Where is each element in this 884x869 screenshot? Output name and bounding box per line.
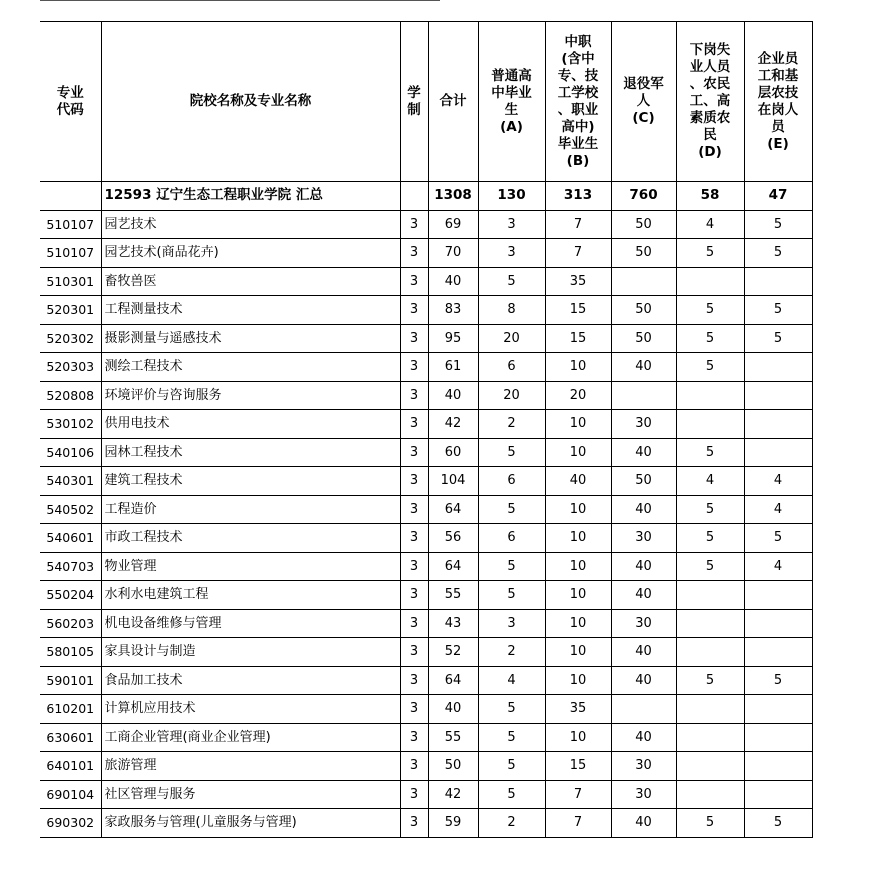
cell-code: 540301 <box>40 467 101 496</box>
cell-total: 59 <box>428 809 478 838</box>
cell-years: 3 <box>400 752 428 781</box>
cell-total: 56 <box>428 524 478 553</box>
cell-d: 5 <box>676 495 744 524</box>
header-name <box>101 22 400 182</box>
cell-c: 40 <box>611 552 676 581</box>
cell-e <box>744 581 812 610</box>
cell-years: 3 <box>400 438 428 467</box>
cell-e <box>744 752 812 781</box>
header-line: 在岗人 <box>757 101 799 118</box>
cell-d: 5 <box>676 296 744 325</box>
cell-e: 5 <box>744 239 812 268</box>
cell-years: 3 <box>400 410 428 439</box>
header-line: 普通高 <box>491 67 532 84</box>
header-line: 学 <box>407 84 421 101</box>
cell-name: 计算机应用技术 <box>101 695 400 724</box>
cell-d: 5 <box>676 666 744 695</box>
table-row <box>40 410 812 439</box>
cell-total: 52 <box>428 638 478 667</box>
cell-code: 520301 <box>40 296 101 325</box>
cell-b: 10 <box>545 552 611 581</box>
cell-total: 55 <box>428 581 478 610</box>
cell-c: 30 <box>611 609 676 638</box>
summary-code <box>40 182 101 211</box>
cell-total: 42 <box>428 410 478 439</box>
cell-total: 61 <box>428 353 478 382</box>
cell-years: 3 <box>400 581 428 610</box>
cell-b: 7 <box>545 780 611 809</box>
cell-years: 3 <box>400 524 428 553</box>
cell-e: 5 <box>744 809 812 838</box>
cell-c: 50 <box>611 210 676 239</box>
cell-a: 20 <box>478 324 545 353</box>
cell-a: 5 <box>478 695 545 724</box>
cell-name: 测绘工程技术 <box>101 353 400 382</box>
cell-a: 3 <box>478 609 545 638</box>
cell-total: 40 <box>428 267 478 296</box>
cell-b: 10 <box>545 410 611 439</box>
cell-e: 5 <box>744 524 812 553</box>
table-row <box>40 695 812 724</box>
cell-e <box>744 695 812 724</box>
cell-name: 社区管理与服务 <box>101 780 400 809</box>
cell-name: 园艺技术 <box>101 210 400 239</box>
cell-b: 20 <box>545 381 611 410</box>
cell-total: 64 <box>428 552 478 581</box>
cell-d <box>676 381 744 410</box>
cell-code: 590101 <box>40 666 101 695</box>
table-row <box>40 666 812 695</box>
cell-code: 540703 <box>40 552 101 581</box>
cell-b: 7 <box>545 809 611 838</box>
cell-code: 520302 <box>40 324 101 353</box>
header-line: (含中 <box>561 50 595 67</box>
cell-code: 560203 <box>40 609 101 638</box>
cell-name: 工程造价 <box>101 495 400 524</box>
cell-d: 5 <box>676 438 744 467</box>
cell-code: 530102 <box>40 410 101 439</box>
enrollment-plan-table <box>40 21 813 838</box>
cell-b: 7 <box>545 239 611 268</box>
header-line: (D) <box>698 144 722 160</box>
cell-a: 5 <box>478 552 545 581</box>
cell-a: 2 <box>478 410 545 439</box>
cell-name: 旅游管理 <box>101 752 400 781</box>
table-row <box>40 353 812 382</box>
cell-c: 40 <box>611 666 676 695</box>
header-line: 高中) <box>561 118 595 135</box>
table-row <box>40 438 812 467</box>
header-line: 业人员 <box>689 59 731 75</box>
header-b <box>545 22 611 182</box>
cell-d <box>676 695 744 724</box>
cell-e <box>744 381 812 410</box>
cell-b: 15 <box>545 324 611 353</box>
cell-name: 环境评价与咨询服务 <box>101 381 400 410</box>
cell-d <box>676 581 744 610</box>
cell-name: 工程测量技术 <box>101 296 400 325</box>
cell-c: 40 <box>611 638 676 667</box>
table-row <box>40 210 812 239</box>
cell-a: 5 <box>478 723 545 752</box>
cell-d: 5 <box>676 809 744 838</box>
cell-c: 30 <box>611 780 676 809</box>
summary-b: 313 <box>545 182 611 211</box>
table-row <box>40 467 812 496</box>
header-d <box>676 22 744 182</box>
cell-e: 4 <box>744 467 812 496</box>
cell-years: 3 <box>400 267 428 296</box>
cell-a: 5 <box>478 752 545 781</box>
cell-d: 5 <box>676 353 744 382</box>
header-c <box>611 22 676 182</box>
cell-years: 3 <box>400 210 428 239</box>
cell-d <box>676 609 744 638</box>
cell-e: 5 <box>744 296 812 325</box>
summary-years <box>400 182 428 211</box>
header-total <box>428 22 478 182</box>
cell-a: 6 <box>478 353 545 382</box>
cell-total: 40 <box>428 381 478 410</box>
cell-c: 40 <box>611 495 676 524</box>
cell-e: 5 <box>744 324 812 353</box>
cell-c: 50 <box>611 296 676 325</box>
cell-name: 工商企业管理(商业企业管理) <box>101 723 400 752</box>
header-line: 合计 <box>439 93 467 109</box>
cell-total: 43 <box>428 609 478 638</box>
header-line: 、职业 <box>557 101 599 118</box>
cell-d <box>676 638 744 667</box>
cell-c: 50 <box>611 467 676 496</box>
cell-name: 物业管理 <box>101 552 400 581</box>
cell-code: 610201 <box>40 695 101 724</box>
cell-b: 10 <box>545 353 611 382</box>
header-a <box>478 22 545 182</box>
cell-years: 3 <box>400 495 428 524</box>
header-line: (E) <box>767 135 789 152</box>
header-line: (B) <box>566 152 590 169</box>
cell-code: 540601 <box>40 524 101 553</box>
cell-e: 5 <box>744 210 812 239</box>
header-line: 生 <box>504 101 519 118</box>
cell-a: 2 <box>478 638 545 667</box>
cell-total: 69 <box>428 210 478 239</box>
cell-code: 690104 <box>40 780 101 809</box>
header-line: 员 <box>771 118 785 135</box>
cell-c: 50 <box>611 324 676 353</box>
cell-c <box>611 695 676 724</box>
cell-c: 30 <box>611 410 676 439</box>
cell-e <box>744 780 812 809</box>
cell-a: 4 <box>478 666 545 695</box>
cell-a: 3 <box>478 210 545 239</box>
cell-d: 5 <box>676 552 744 581</box>
cell-code: 640101 <box>40 752 101 781</box>
cell-d: 5 <box>676 324 744 353</box>
cell-b: 10 <box>545 638 611 667</box>
cell-name: 市政工程技术 <box>101 524 400 553</box>
cell-total: 64 <box>428 666 478 695</box>
summary-total: 1308 <box>428 182 478 211</box>
cell-c <box>611 267 676 296</box>
cell-total: 64 <box>428 495 478 524</box>
cell-years: 3 <box>400 353 428 382</box>
table-row <box>40 752 812 781</box>
cell-total: 50 <box>428 752 478 781</box>
cell-code: 520303 <box>40 353 101 382</box>
table-row <box>40 324 812 353</box>
cell-name: 建筑工程技术 <box>101 467 400 496</box>
cell-d <box>676 723 744 752</box>
header-line: 、农民 <box>689 76 731 92</box>
cell-c: 40 <box>611 809 676 838</box>
cell-d <box>676 267 744 296</box>
cell-code: 540106 <box>40 438 101 467</box>
summary-a: 130 <box>478 182 545 211</box>
cell-code: 540502 <box>40 495 101 524</box>
cell-b: 7 <box>545 210 611 239</box>
header-line: (A) <box>500 118 523 135</box>
cell-code: 550204 <box>40 581 101 610</box>
header-line: 企业员 <box>757 50 799 67</box>
cell-d <box>676 780 744 809</box>
cell-total: 40 <box>428 695 478 724</box>
summary-c: 760 <box>611 182 676 211</box>
cell-years: 3 <box>400 609 428 638</box>
summary-e: 47 <box>744 182 812 211</box>
cell-years: 3 <box>400 552 428 581</box>
header-line: 院校名称及专业名称 <box>189 93 312 109</box>
cell-years: 3 <box>400 809 428 838</box>
cell-total: 95 <box>428 324 478 353</box>
cell-code: 580105 <box>40 638 101 667</box>
header-line: 工和基 <box>757 67 799 84</box>
cell-a: 6 <box>478 467 545 496</box>
table-row <box>40 609 812 638</box>
header-line: 代码 <box>56 101 84 118</box>
cell-e <box>744 638 812 667</box>
table-row <box>40 780 812 809</box>
cell-total: 83 <box>428 296 478 325</box>
cell-c: 50 <box>611 239 676 268</box>
cell-years: 3 <box>400 666 428 695</box>
header-line: 下岗失 <box>689 42 731 58</box>
header-line: 退役军 <box>623 76 664 92</box>
cell-name: 园艺技术(商品花卉) <box>101 239 400 268</box>
header-line: 工学校 <box>557 84 599 101</box>
cell-d: 4 <box>676 467 744 496</box>
cell-d: 4 <box>676 210 744 239</box>
cell-e <box>744 353 812 382</box>
cell-years: 3 <box>400 723 428 752</box>
cell-c: 40 <box>611 438 676 467</box>
cell-name: 畜牧兽医 <box>101 267 400 296</box>
cell-a: 5 <box>478 438 545 467</box>
cell-a: 5 <box>478 780 545 809</box>
cell-b: 10 <box>545 438 611 467</box>
cell-total: 42 <box>428 780 478 809</box>
table-row <box>40 581 812 610</box>
summary-d: 58 <box>676 182 744 211</box>
header-line: 中职 <box>564 33 592 50</box>
cell-name: 机电设备维修与管理 <box>101 609 400 638</box>
table-row <box>40 552 812 581</box>
cell-b: 35 <box>545 695 611 724</box>
cell-c: 40 <box>611 353 676 382</box>
cell-total: 104 <box>428 467 478 496</box>
cell-e <box>744 723 812 752</box>
cell-b: 15 <box>545 752 611 781</box>
cell-a: 2 <box>478 809 545 838</box>
header-code <box>40 22 101 182</box>
cell-d: 5 <box>676 239 744 268</box>
cell-name: 园林工程技术 <box>101 438 400 467</box>
cell-d: 5 <box>676 524 744 553</box>
cell-e: 5 <box>744 666 812 695</box>
cell-a: 6 <box>478 524 545 553</box>
cell-a: 3 <box>478 239 545 268</box>
header-line: 专、技 <box>557 67 599 84</box>
cell-name: 家具设计与制造 <box>101 638 400 667</box>
cell-years: 3 <box>400 467 428 496</box>
cell-a: 20 <box>478 381 545 410</box>
cell-a: 8 <box>478 296 545 325</box>
cell-a: 5 <box>478 267 545 296</box>
cell-e <box>744 410 812 439</box>
cell-b: 10 <box>545 609 611 638</box>
cell-c: 30 <box>611 752 676 781</box>
cell-years: 3 <box>400 324 428 353</box>
cell-c: 30 <box>611 524 676 553</box>
cell-total: 70 <box>428 239 478 268</box>
cell-years: 3 <box>400 638 428 667</box>
header-line: 层农技 <box>757 84 799 101</box>
cell-b: 10 <box>545 524 611 553</box>
header-years <box>400 22 428 182</box>
cell-name: 摄影测量与遥感技术 <box>101 324 400 353</box>
header-row <box>40 22 812 182</box>
top-rule <box>40 0 440 1</box>
cell-name: 供用电技术 <box>101 410 400 439</box>
cell-c: 40 <box>611 581 676 610</box>
header-line: 工、高 <box>689 93 731 109</box>
header-line: 制 <box>407 101 421 118</box>
cell-c: 40 <box>611 723 676 752</box>
cell-d <box>676 410 744 439</box>
header-e <box>744 22 812 182</box>
cell-years: 3 <box>400 296 428 325</box>
cell-name: 食品加工技术 <box>101 666 400 695</box>
cell-e: 4 <box>744 495 812 524</box>
cell-a: 5 <box>478 581 545 610</box>
cell-e: 4 <box>744 552 812 581</box>
table-row <box>40 723 812 752</box>
cell-e <box>744 438 812 467</box>
table-row <box>40 381 812 410</box>
cell-code: 520808 <box>40 381 101 410</box>
header-line: 专业 <box>56 84 84 101</box>
header-line: (C) <box>632 110 655 126</box>
cell-years: 3 <box>400 780 428 809</box>
cell-e <box>744 267 812 296</box>
header-line: 民 <box>703 127 717 143</box>
header-line: 毕业生 <box>557 135 599 152</box>
cell-code: 510107 <box>40 210 101 239</box>
cell-years: 3 <box>400 695 428 724</box>
table-row <box>40 524 812 553</box>
cell-code: 690302 <box>40 809 101 838</box>
cell-total: 55 <box>428 723 478 752</box>
cell-years: 3 <box>400 239 428 268</box>
table-row <box>40 296 812 325</box>
cell-b: 10 <box>545 723 611 752</box>
cell-b: 40 <box>545 467 611 496</box>
summary-name: 12593 辽宁生态工程职业学院 汇总 <box>101 182 400 211</box>
cell-b: 35 <box>545 267 611 296</box>
cell-code: 510107 <box>40 239 101 268</box>
cell-b: 10 <box>545 666 611 695</box>
summary-row <box>40 182 812 211</box>
cell-a: 5 <box>478 495 545 524</box>
cell-name: 水利水电建筑工程 <box>101 581 400 610</box>
cell-years: 3 <box>400 381 428 410</box>
cell-b: 10 <box>545 581 611 610</box>
cell-b: 10 <box>545 495 611 524</box>
table-row <box>40 495 812 524</box>
cell-c <box>611 381 676 410</box>
table-row <box>40 239 812 268</box>
cell-total: 60 <box>428 438 478 467</box>
cell-d <box>676 752 744 781</box>
cell-code: 630601 <box>40 723 101 752</box>
cell-code: 510301 <box>40 267 101 296</box>
table-row <box>40 809 812 838</box>
cell-e <box>744 609 812 638</box>
table-row <box>40 638 812 667</box>
header-line: 素质农 <box>689 110 731 126</box>
cell-name: 家政服务与管理(儿童服务与管理) <box>101 809 400 838</box>
header-line: 人 <box>636 93 651 109</box>
table-row <box>40 267 812 296</box>
cell-b: 15 <box>545 296 611 325</box>
header-line: 中毕业 <box>491 84 532 101</box>
